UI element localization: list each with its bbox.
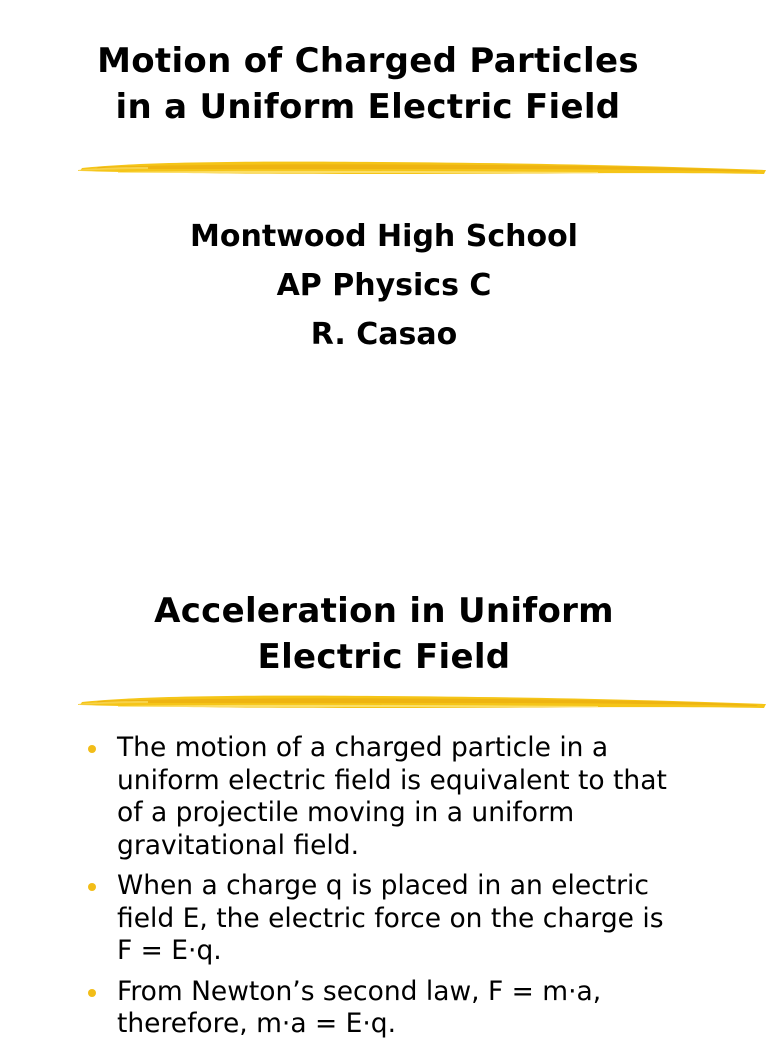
- content-slide: [0, 540, 768, 1039]
- yellow-brush-rule: [78, 689, 768, 715]
- list-item: [88, 976, 678, 1041]
- bullet-text: The motion of a charged particle in a uniform electric field is equivalent to that of a projectile moving in a uniform gravitational field.: [117, 732, 667, 861]
- subtitle-author: R. Casao: [310, 317, 458, 352]
- subtitle-course: AP Physics C: [276, 268, 492, 303]
- title-line-1: Acceleration in Uniform: [154, 591, 614, 631]
- bullet-dot-icon: [88, 989, 96, 997]
- bullet-dot-icon: [88, 745, 96, 753]
- list-item: [88, 732, 678, 862]
- slide-subtitle: [0, 212, 768, 359]
- title-line-1: Motion of Charged Particles: [97, 41, 639, 81]
- bullet-dot-icon: [88, 883, 96, 891]
- yellow-brush-rule: [78, 155, 768, 181]
- slide-title: [0, 38, 752, 130]
- slide-title: [0, 588, 768, 680]
- title-line-2: Electric Field: [257, 637, 511, 677]
- subtitle-school: Montwood High School: [190, 219, 578, 254]
- bullet-text: When a charge q is placed in an electric field E, the electric force on the charge is F = E·q.: [117, 870, 664, 966]
- title-line-2: in a Uniform Electric Field: [115, 87, 621, 127]
- list-item: [88, 870, 678, 968]
- bullet-list: [88, 732, 678, 1049]
- bullet-text: From Newton’s second law, F = m·a, therefore, m·a = E·q.: [117, 975, 602, 1039]
